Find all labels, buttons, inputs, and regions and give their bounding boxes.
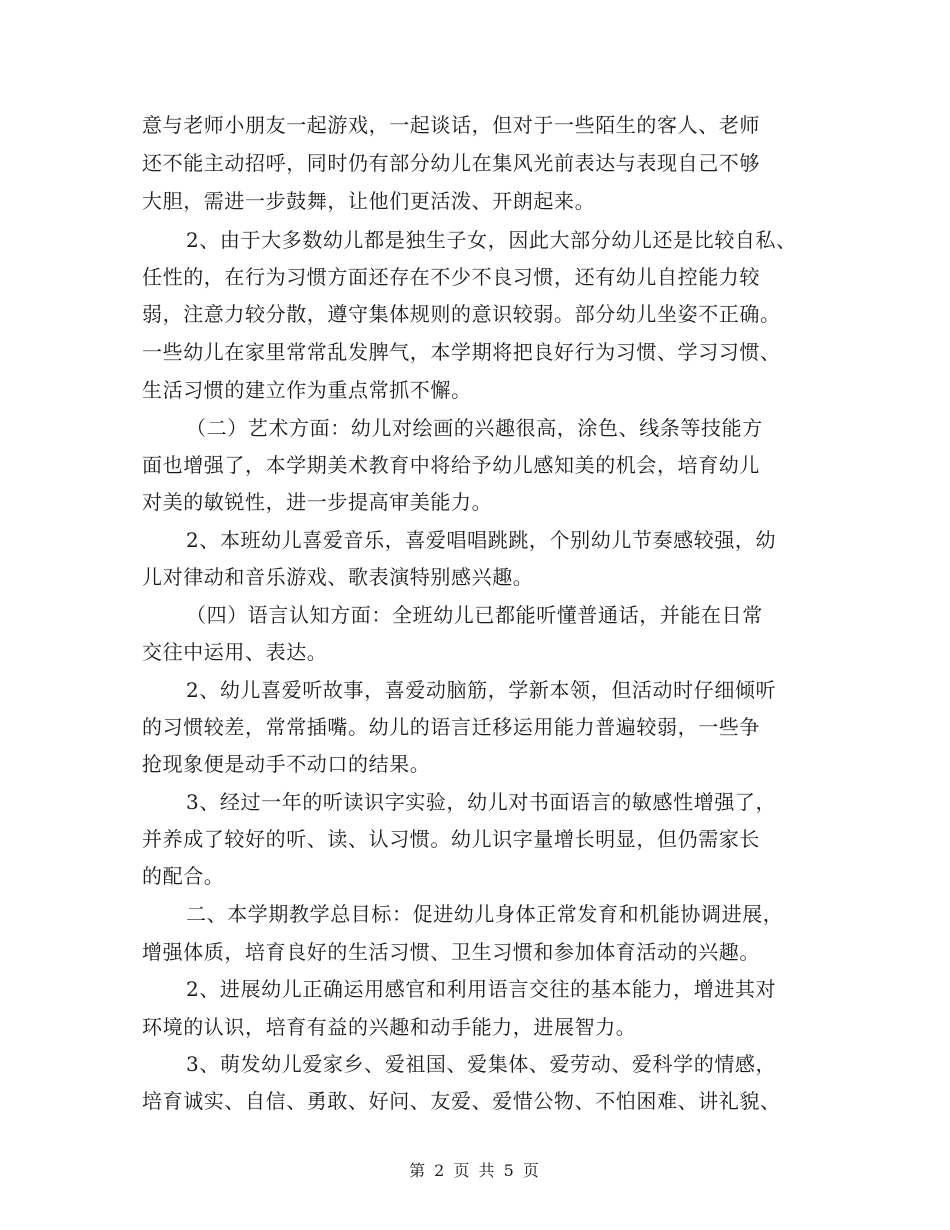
text-line: 二、本学期教学总目标：促进幼儿身体正常发育和机能协调进展， xyxy=(186,902,784,926)
text-line: 的配合。 xyxy=(142,864,225,888)
text-line: 2、幼儿喜爱听故事，喜爱动脑筋，学新本领，但活动时仔细倾听 xyxy=(186,678,777,702)
text-line: 的习惯较差，常常插嘴。幼儿的语言迁移运用能力普遍较弱，一些争 xyxy=(142,715,760,739)
text-line: 对美的敏锐性，进一步提高审美能力。 xyxy=(142,490,493,514)
text-line: 任性的，在行为习惯方面还存在不少不良习惯，还有幼儿自控能力较 xyxy=(142,265,760,289)
text-line: 3、萌发幼儿爱家乡、爱祖国、爱集体、爱劳动、爱科学的情感， xyxy=(186,1052,777,1076)
text-line: 交往中运用、表达。 xyxy=(142,640,328,664)
text-line: 面也增强了，本学期美术教育中将给予幼儿感知美的机会，培育幼儿 xyxy=(142,453,760,477)
text-line: （二）艺术方面：幼儿对绘画的兴趣很高，涂色、线条等技能方 xyxy=(186,416,763,440)
page-footer: 第 2 页 共 5 页 xyxy=(409,1161,541,1180)
text-line: 环境的认识，培育有益的兴趣和动手能力，进展智力。 xyxy=(142,1015,637,1039)
text-line: 3、经过一年的听读识字实验，幼儿对书面语言的敏感性增强了， xyxy=(186,790,777,814)
text-line: 增强体质，培育良好的生活习惯、卫生习惯和参加体育活动的兴趣。 xyxy=(142,940,760,964)
text-line: 一些幼儿在家里常常乱发脾气，本学期将把良好行为习惯、学习习惯、 xyxy=(142,340,781,364)
text-line: 2、由于大多数幼儿都是独生子女，因此大部分幼儿还是比较自私、 xyxy=(186,228,797,252)
text-line: 儿对律动和音乐游戏、歌表演特别感兴趣。 xyxy=(142,565,534,589)
text-line: 意与老师小朋友一起游戏，一起谈话，但对于一些陌生的客人、老师 xyxy=(142,113,760,137)
text-line: （四）语言认知方面：全班幼儿已都能听懂普通话，并能在日常 xyxy=(186,603,763,627)
text-line: 2、本班幼儿喜爱音乐，喜爱唱唱跳跳，个别幼儿节奏感较强，幼 xyxy=(186,528,777,552)
text-line: 抢现象便是动手不动口的结果。 xyxy=(142,752,431,776)
text-line: 培育诚实、自信、勇敢、好问、友爱、爱惜公物、不怕困难、讲礼貌、 xyxy=(142,1089,781,1113)
text-line: 并养成了较好的听、读、认习惯。幼儿识字量增长明显，但仍需家长 xyxy=(142,827,760,851)
text-line: 大胆，需进一步鼓舞，让他们更活泼、开朗起来。 xyxy=(142,189,596,213)
text-line: 2、进展幼儿正确运用感官和利用语言交往的基本能力，增进其对 xyxy=(186,977,777,1001)
text-line: 生活习惯的建立作为重点常抓不懈。 xyxy=(142,378,472,402)
text-line: 还不能主动招呼，同时仍有部分幼儿在集风光前表达与表现自己不够 xyxy=(142,151,760,175)
text-line: 弱，注意力较分散，遵守集体规则的意识较弱。部分幼儿坐姿不正确。 xyxy=(142,302,781,326)
